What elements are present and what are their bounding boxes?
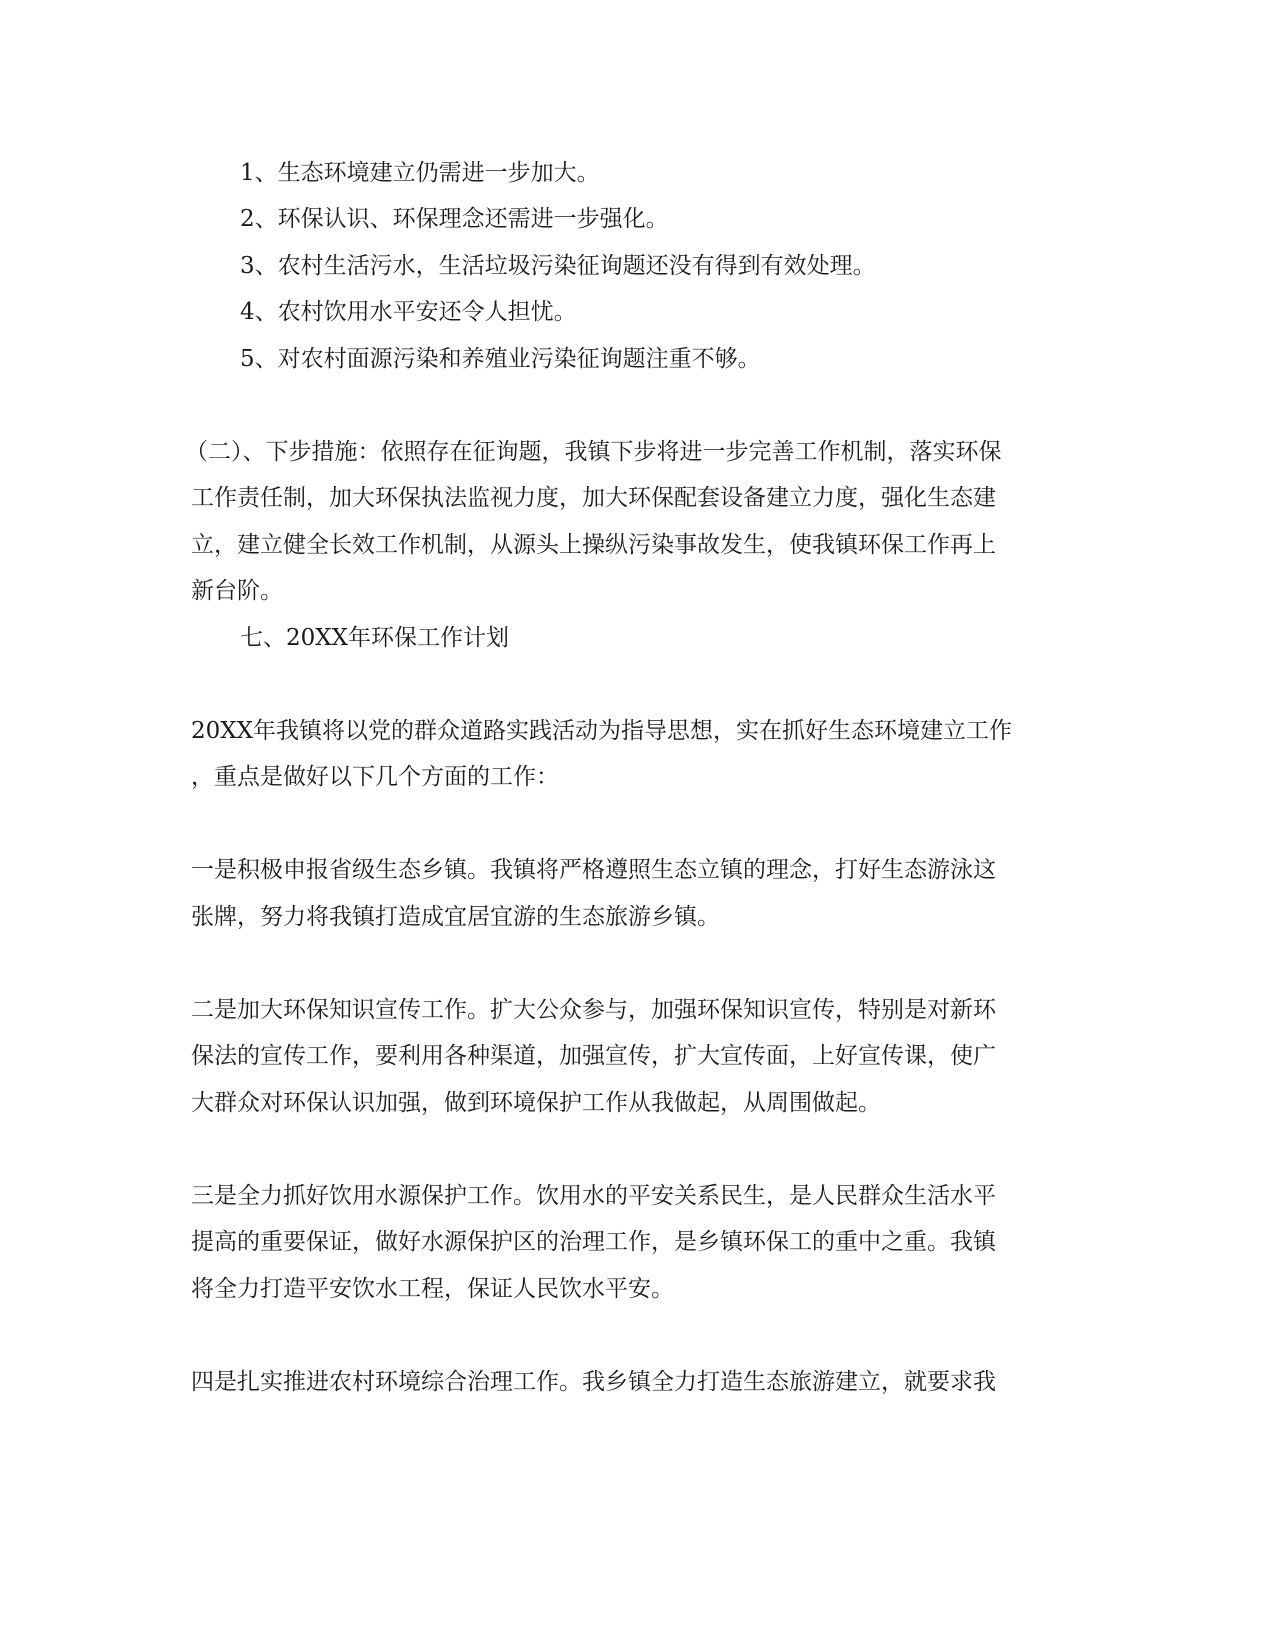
list-item: 3、农村生活污水，生活垃圾污染征询题还没有得到有效处理。 — [240, 253, 876, 279]
paragraph-line: 将全力打造平安饮水工程，保证人民饮水平安。 — [191, 1276, 674, 1302]
paragraph-line: 20XX年我镇将以党的群众道路实践活动为指导思想，实在抓好生态环境建立工作 — [191, 718, 1013, 744]
paragraph-line: 工作责任制，加大环保执法监视力度，加大环保配套设备建立力度，强化生态建 — [191, 485, 996, 511]
paragraph-line: ，重点是做好以下几个方面的工作： — [191, 764, 559, 790]
paragraph-line: 大群众对环保认识加强，做到环境保护工作从我做起，从周围做起。 — [191, 1090, 881, 1116]
paragraph-line: 保法的宣传工作，要利用各种渠道，加强宣传，扩大宣传面，上好宣传课，使广 — [191, 1043, 996, 1069]
paragraph-line: （二）、下步措施：依照存在征询题，我镇下步将进一步完善工作机制，落实环保 — [185, 439, 1002, 465]
list-item: 5、对农村面源污染和养殖业污染征询题注重不够。 — [240, 346, 761, 372]
list-item: 4、农村饮用水平安还令人担忧。 — [240, 299, 577, 325]
paragraph-line: 新台阶。 — [191, 578, 283, 604]
list-item: 2、环保认识、环保理念还需进一步强化。 — [240, 206, 669, 232]
section-heading: 七、20XX年环保工作计划 — [240, 625, 510, 651]
paragraph-line: 三是全力抓好饮用水源保护工作。饮用水的平安关系民生，是人民群众生活水平 — [191, 1183, 996, 1209]
paragraph-line: 提高的重要保证，做好水源保护区的治理工作，是乡镇环保工的重中之重。我镇 — [191, 1229, 996, 1255]
paragraph-line: 立，建立健全长效工作机制，从源头上操纵污染事故发生，使我镇环保工作再上 — [191, 532, 996, 558]
paragraph-line: 四是扎实推进农村环境综合治理工作。我乡镇全力打造生态旅游建立，就要求我 — [191, 1369, 996, 1395]
list-item: 1、生态环境建立仍需进一步加大。 — [240, 160, 600, 186]
paragraph-line: 二是加大环保知识宣传工作。扩大公众参与，加强环保知识宣传，特别是对新环 — [191, 997, 996, 1023]
paragraph-line: 张牌，努力将我镇打造成宜居宜游的生态旅游乡镇。 — [191, 904, 720, 930]
paragraph-line: 一是积极申报省级生态乡镇。我镇将严格遵照生态立镇的理念，打好生态游泳这 — [191, 857, 996, 883]
